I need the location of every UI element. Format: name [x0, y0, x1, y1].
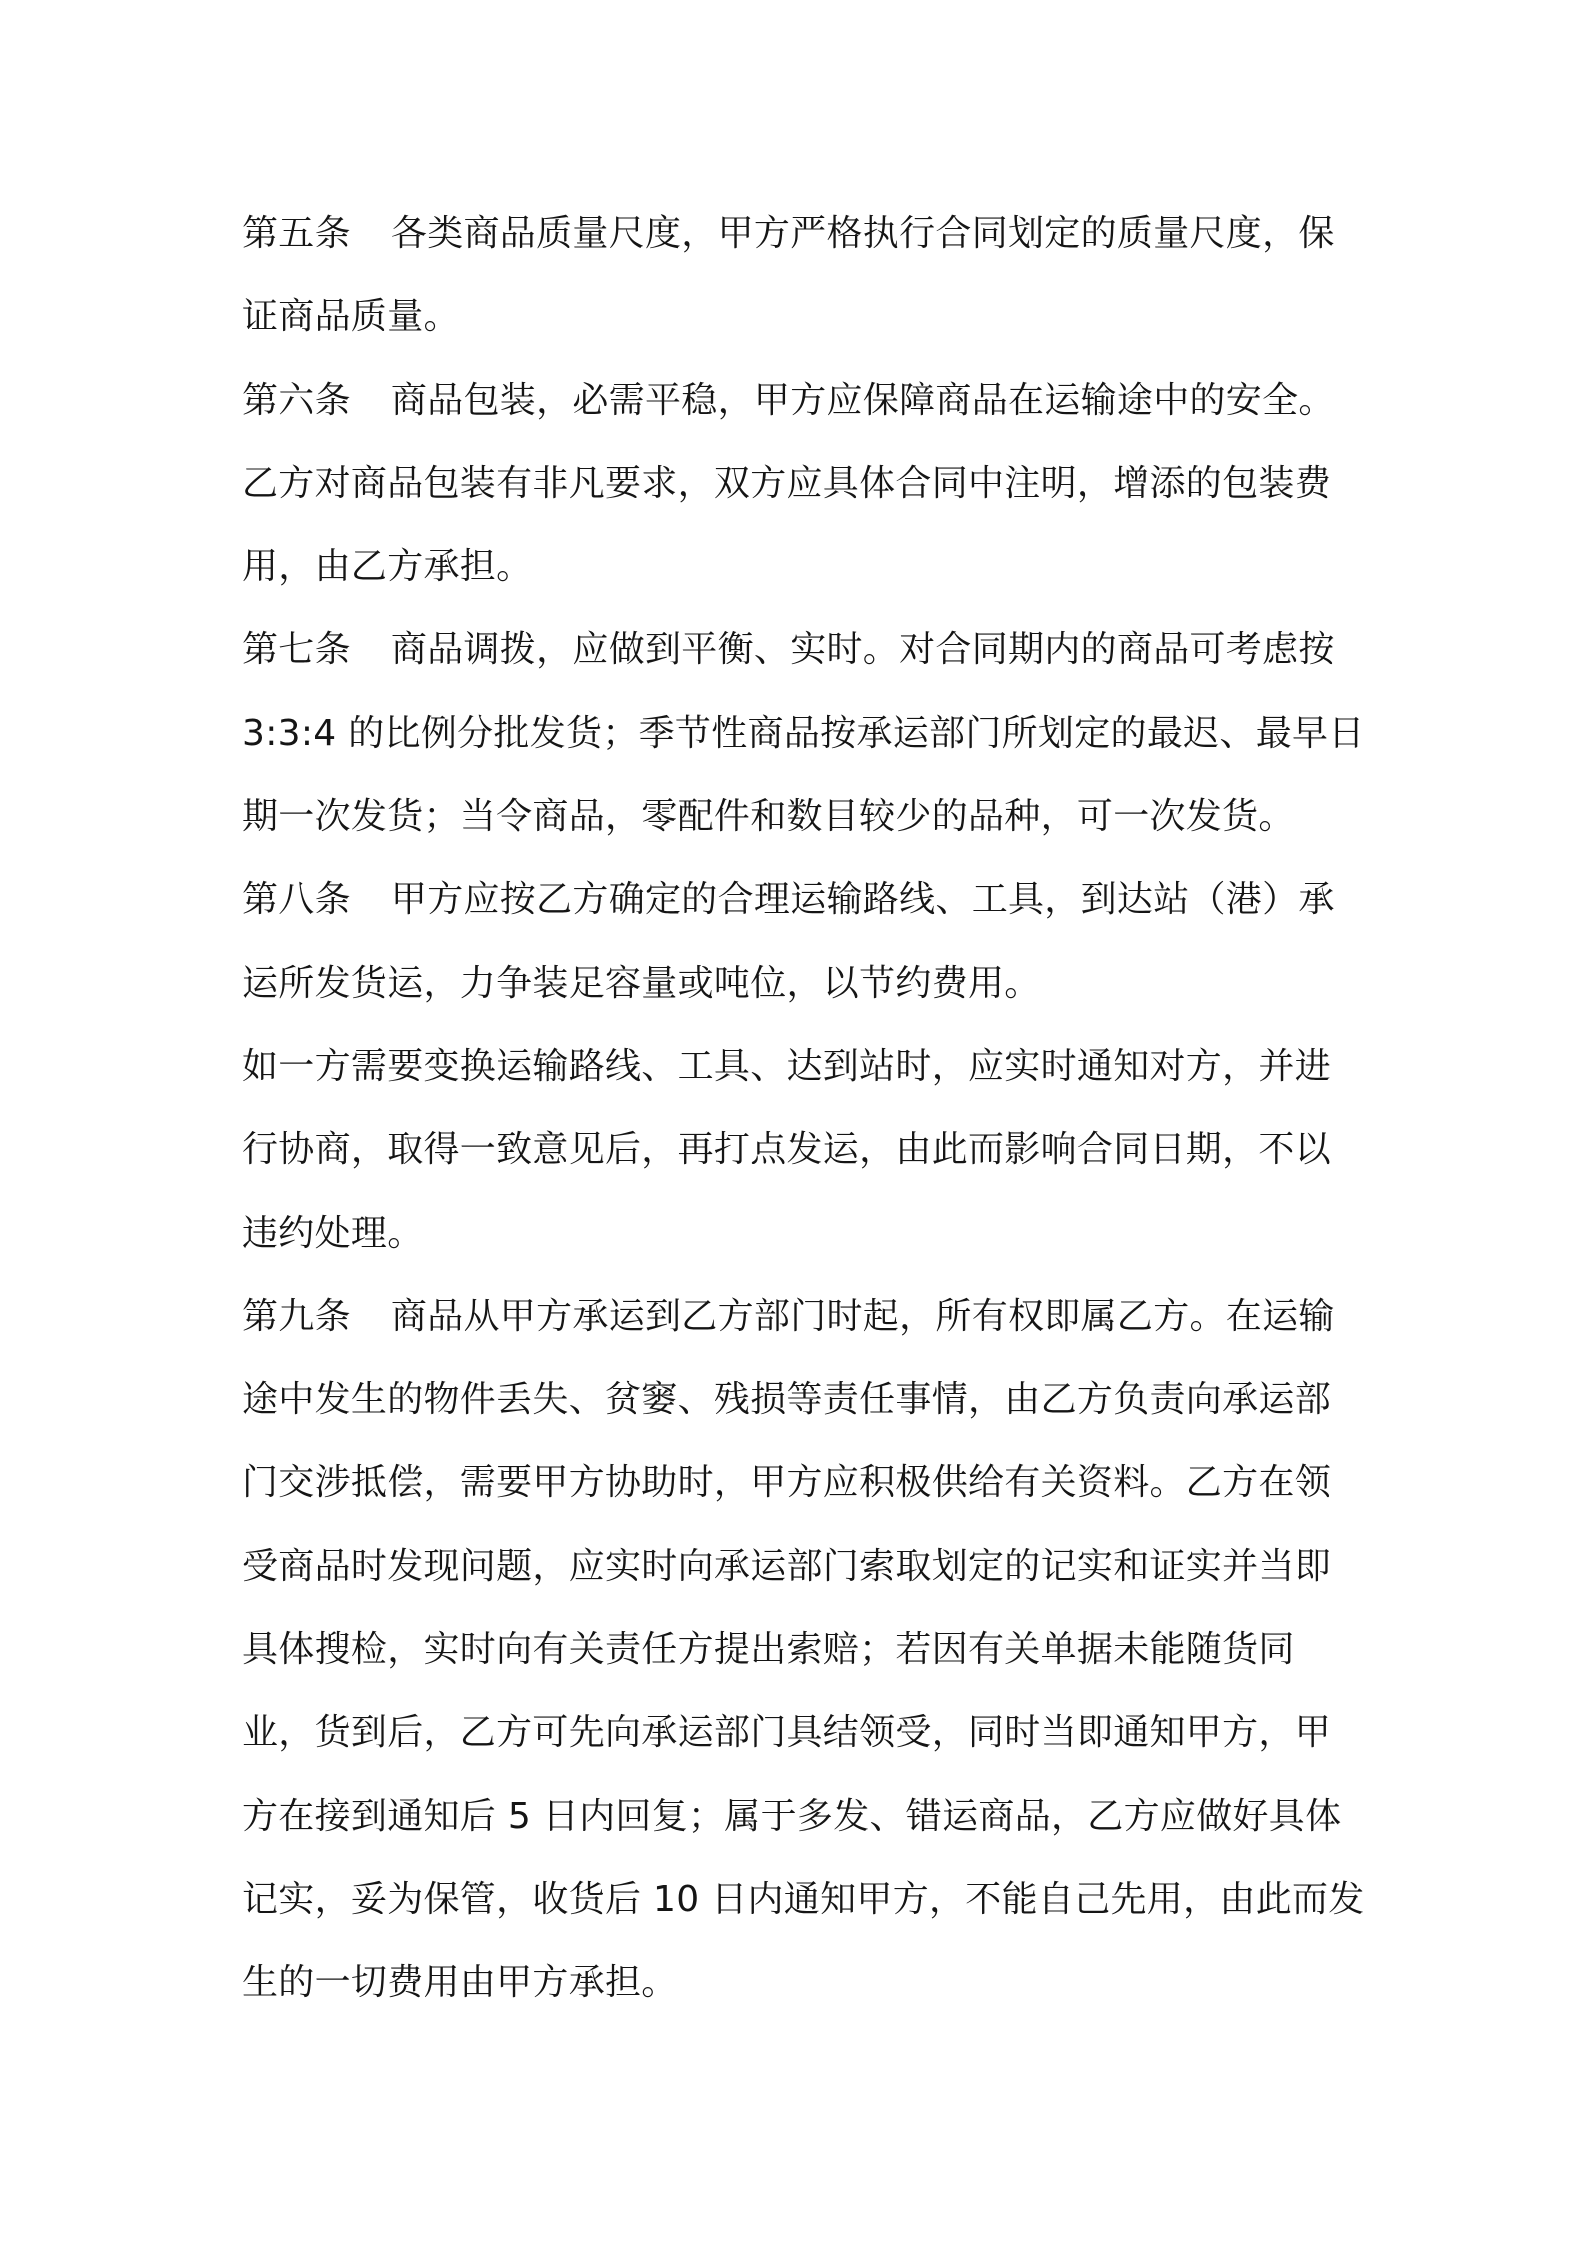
clause-6-paragraph [242, 359, 1367, 609]
clause-6-text: 商品包装，必需平稳，甲方应保障商品在运输途中的安全。乙方对商品包装有非凡要求，双方应具体合同中注明，增添的包装费用，由乙方承担。 [242, 379, 1335, 588]
clause-9-text: 商品从甲方承运到乙方部门时起，所有权即属乙方。在运输途中发生的物件丢失、贫窭、残损等责任事情，由乙方负责向承运部门交涉抵偿，需要甲方协助时，甲方应积极供给有关资料。乙方在领受商品时发现问题，应实时向承运部门索取划定的记实和证实并当即具体搜检，实时向有关责任方提出索赔；若因有关单据未能随货同业，货到后，乙方可先向承运部门具结领受，同时当即通知甲方，甲方在接到通知后 5 日内回复；属于多发、错运商品，乙方应做好具体记实，妥为保管，收货后 10 日内通知甲方，不能自己先用，由此而发生的一切费用由甲方承担。 [242, 1295, 1365, 2004]
clause-5-paragraph [242, 192, 1367, 359]
clause-9-paragraph [242, 1275, 1367, 2025]
clause-8-paragraph [242, 858, 1367, 1025]
clause-6-label: 第六条 [242, 379, 351, 421]
clause-7-text: 商品调拨，应做到平衡、实时。对合同期内的商品可考虑按 3:3:4 的比例分批发货；季节性商品按承运部门所划定的最迟、最早日期一次发货；当令商品，零配件和数目较少的品种，可一次发货。 [242, 629, 1365, 838]
clause-8-label: 第八条 [242, 879, 351, 921]
clause-9-label: 第九条 [242, 1295, 351, 1337]
clause-8-continuation-paragraph [242, 1025, 1367, 1275]
clause-7-label: 第七条 [242, 629, 351, 671]
clause-8-continuation-text: 如一方需要变换运输路线、工具、达到站时，应实时通知对方，并进行协商，取得一致意见后，再打点发运，由此而影响合同日期，不以违约处理。 [242, 1045, 1332, 1254]
contract-text-body [242, 192, 1367, 2025]
clause-8-text: 甲方应按乙方确定的合理运输路线、工具，到达站（港）承运所发货运，力争装足容量或吨位，以节约费用。 [242, 879, 1335, 1004]
clause-5-label: 第五条 [242, 213, 351, 254]
clause-7-paragraph [242, 608, 1367, 858]
clause-5-text: 各类商品质量尺度，甲方严格执行合同划定的质量尺度，保证商品质量。 [242, 213, 1335, 338]
